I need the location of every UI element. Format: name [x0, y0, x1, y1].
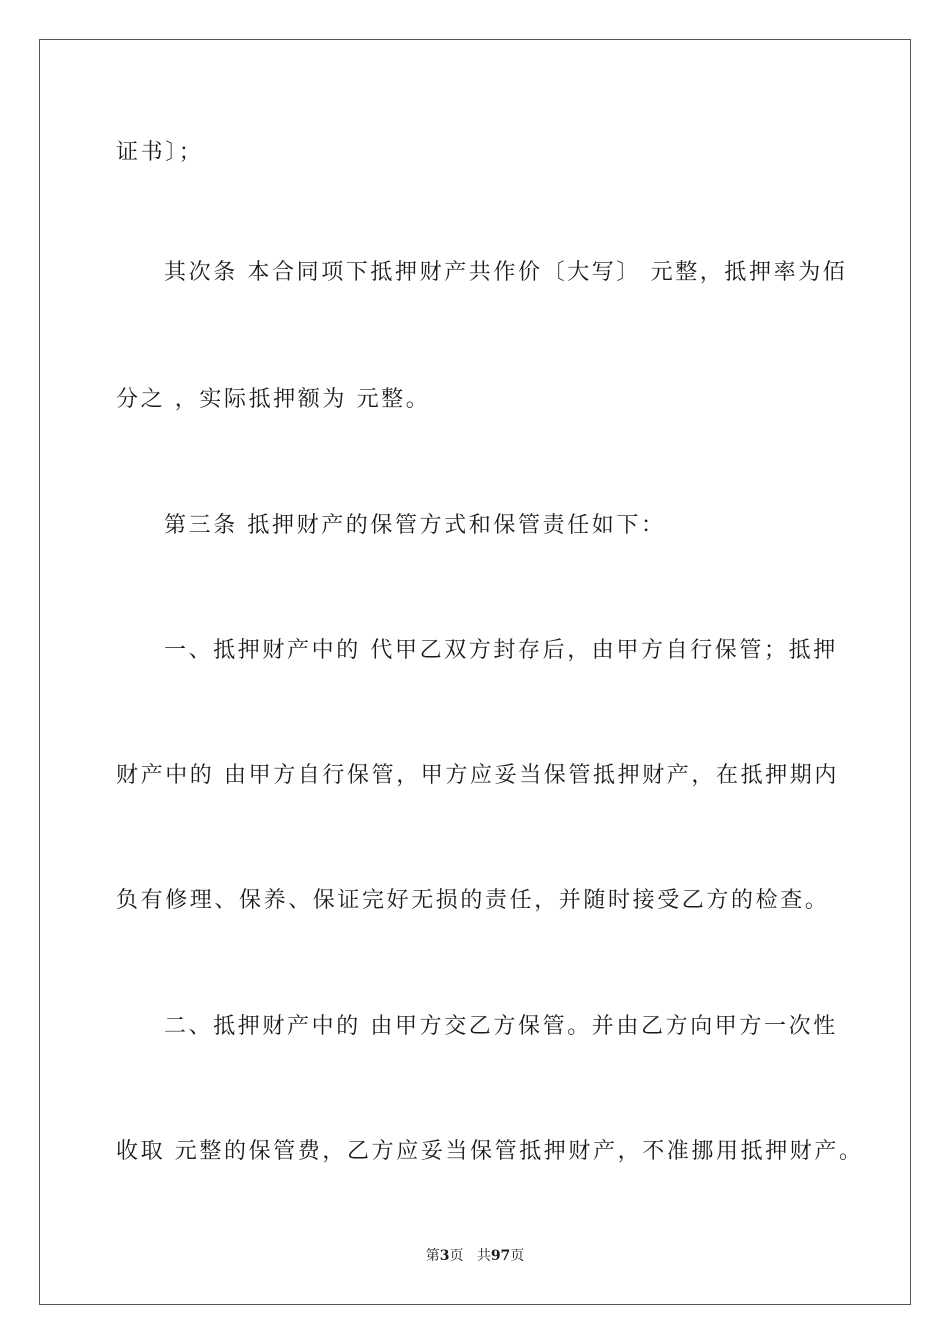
- text-line-6: 财产中的 由甲方自行保管，甲方应妥当保管抵押财产，在抵押期内: [116, 763, 839, 788]
- text-line-2: 其次条 本合同项下抵押财产共作价〔大写〕 元整，抵押率为佰: [164, 260, 848, 285]
- text-line-4: 第三条 抵押财产的保管方式和保管责任如下：: [164, 513, 666, 538]
- total-prefix: 共: [476, 1248, 491, 1264]
- total-suffix: 页: [510, 1248, 525, 1264]
- text-line-3: 分之 ，实际抵押额为 元整。: [116, 387, 431, 412]
- total-pages: 97: [490, 1248, 511, 1264]
- page-footer: [0, 1247, 950, 1265]
- page-number: 3: [439, 1248, 450, 1264]
- text-line-9: 收取 元整的保管费，乙方应妥当保管抵押财产，不准挪用抵押财产。: [116, 1139, 864, 1164]
- page-prefix: 第: [425, 1248, 440, 1264]
- text-line-8: 二、抵押财产中的 由甲方交乙方保管。并由乙方向甲方一次性: [164, 1014, 838, 1039]
- text-line-5: 一、抵押财产中的 代甲乙双方封存后，由甲方自行保管；抵押: [164, 638, 838, 663]
- page-border: [39, 39, 911, 1305]
- text-line-7: 负有修理、保养、保证完好无损的责任，并随时接受乙方的检查。: [116, 888, 830, 913]
- page-suffix: 页: [449, 1248, 464, 1264]
- text-line-1: 证书〕；: [116, 140, 204, 165]
